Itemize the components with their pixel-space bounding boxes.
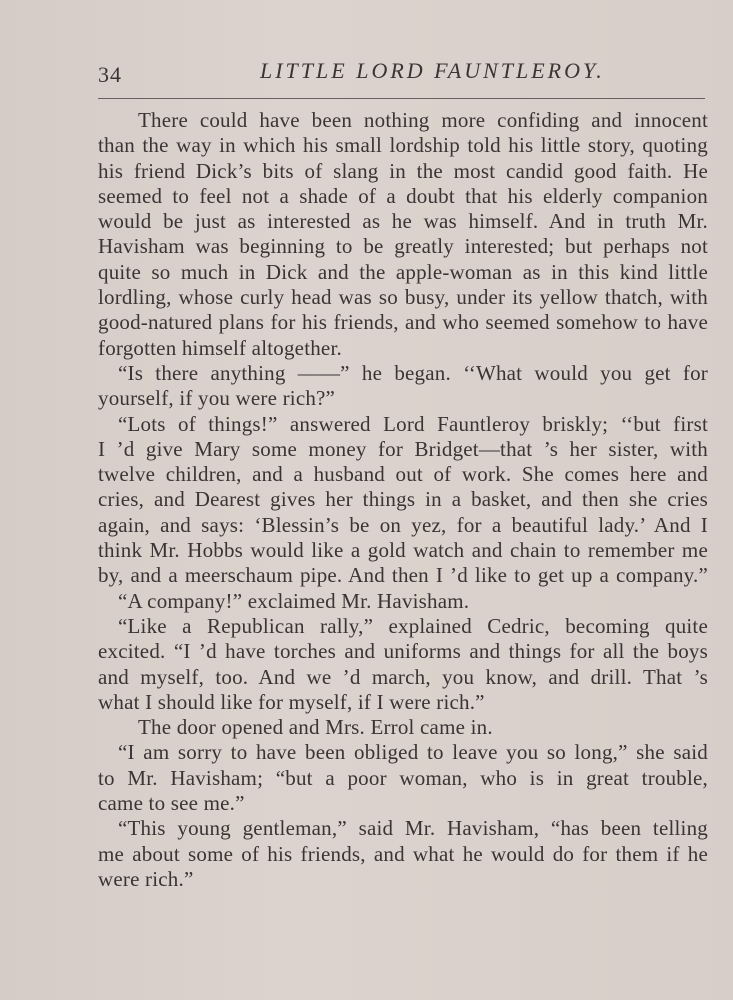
text-line: There could have been nothing more confiding and innocent <box>138 108 708 132</box>
text-line: by, and a meerschaum pipe. And then I ’d like to get up a company.” <box>98 563 708 588</box>
text-line: “A company!” exclaimed Mr. Havisham. <box>118 588 470 613</box>
page-header <box>0 58 733 90</box>
text-line: “I am sorry to have been obliged to leave you so long,” she said <box>118 740 708 765</box>
text-line: were rich.” <box>98 866 194 891</box>
text-line: forgotten himself altogether. <box>98 335 342 360</box>
text-line: cries, and Dearest gives her things in a basket, and then she cries <box>98 487 708 512</box>
text-line: excited. “I ’d have torches and uniforms and things for all the boys <box>98 639 708 664</box>
text-line: again, and says: ‘Blessin’s be on yez, for a beautiful lady.’ And I <box>98 512 708 537</box>
text-line: “Lots of things!” answered Lord Fauntleroy briskly; ‘‘but first <box>118 411 708 436</box>
text-line: yourself, if you were rich?” <box>98 386 336 411</box>
text-line: than the way in which his small lordship told his little story, quoting <box>98 133 708 158</box>
text-line: quite so much in Dick and the apple-woman as in this kind little <box>98 259 708 284</box>
text-line: The door opened and Mrs. Errol came in. <box>138 715 493 740</box>
text-line: “Like a Republican rally,” explained Cedric, becoming quite <box>118 613 708 638</box>
header-rule <box>98 98 705 99</box>
page-number: 34 <box>98 62 122 87</box>
text-line: what I should like for myself, if I were rich.” <box>98 689 485 714</box>
text-line: I ’d give Mary some money for Bridget—that ’s her sister, with <box>98 436 708 461</box>
text-line: lordling, whose curly head was so busy, under its yellow thatch, with <box>98 285 708 310</box>
text-line: me about some of his friends, and what he would do for them if he <box>98 841 708 866</box>
text-line: seemed to feel not a shade of a doubt that his elderly companion <box>98 183 708 208</box>
text-line: his friend Dick’s bits of slang in the most candid good faith. He <box>98 158 708 183</box>
text-line: and myself, too. And we ’d march, you know, and drill. That ’s <box>98 664 708 689</box>
body-text <box>98 108 708 892</box>
text-line: good-natured plans for his friends, and who seemed somehow to have <box>98 310 708 335</box>
text-line: would be just as interested as he was himself. And in truth Mr. <box>98 209 708 234</box>
text-line: to Mr. Havisham; “but a poor woman, who is in great trouble, <box>98 765 708 790</box>
running-title: LITTLE LORD FAUNTLEROY. <box>260 58 605 83</box>
text-line: Havisham was beginning to be greatly interested; but perhaps not <box>98 234 708 259</box>
text-line: “This young gentleman,” said Mr. Havisham, “has been telling <box>118 816 708 841</box>
text-line: “Is there anything ——” he began. ‘‘What would you get for <box>118 360 708 385</box>
text-line: twelve children, and a husband out of work. She comes here and <box>98 462 708 487</box>
text-line: think Mr. Hobbs would like a gold watch and chain to remember me <box>98 538 708 563</box>
text-line: came to see me.” <box>98 791 245 816</box>
